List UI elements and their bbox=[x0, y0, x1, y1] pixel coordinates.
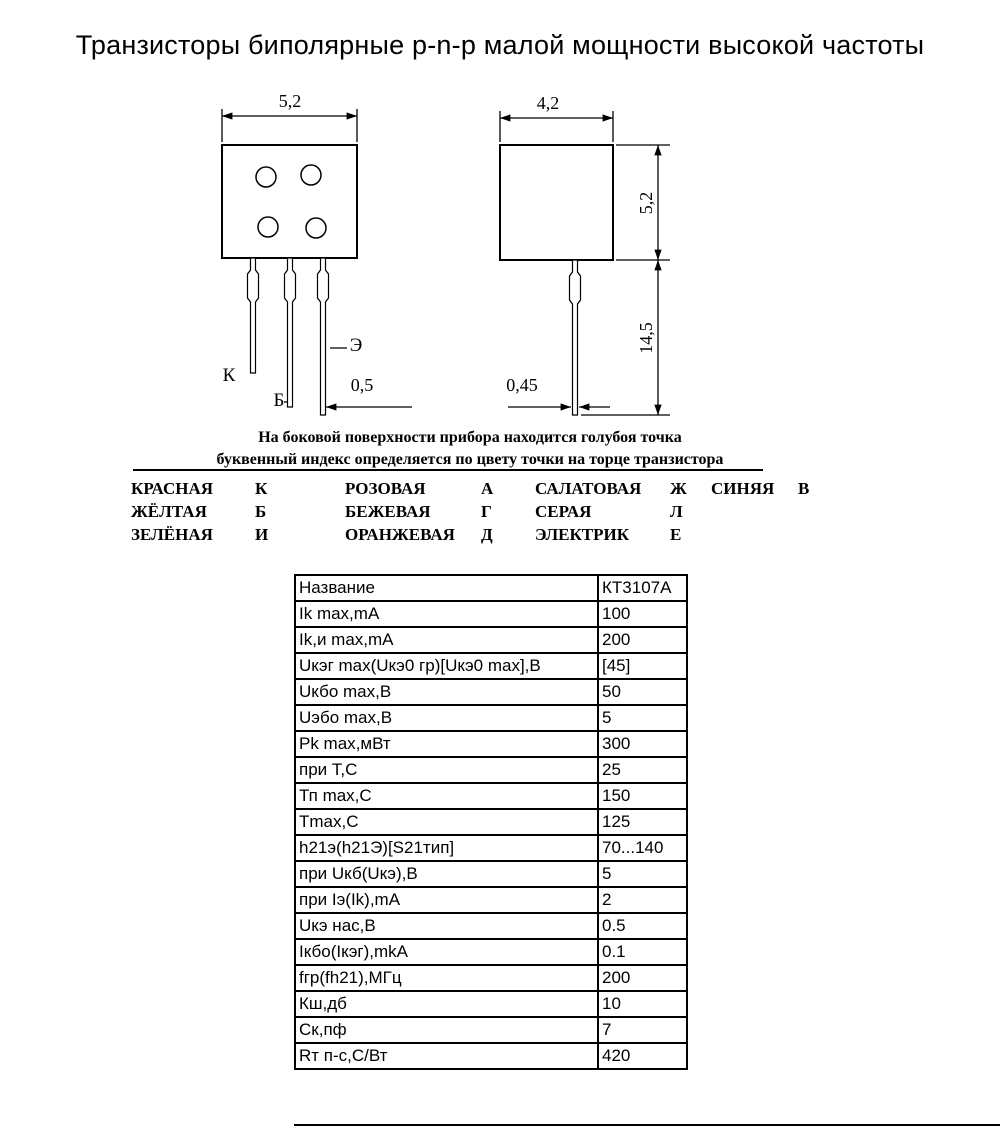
spec-value: 70...140 bbox=[598, 835, 687, 861]
pin-label-base: Б bbox=[273, 390, 285, 411]
side-lead-length-label: 14,5 bbox=[636, 322, 656, 354]
spec-row bbox=[295, 965, 687, 991]
color-name: КРАСНАЯ bbox=[131, 478, 214, 498]
pin-label-collector: К bbox=[222, 365, 236, 386]
spec-value: 7 bbox=[598, 1017, 687, 1043]
spec-value: [45] bbox=[598, 653, 687, 679]
color-index: В bbox=[798, 478, 810, 498]
spec-row bbox=[295, 809, 687, 835]
front-body-outline bbox=[222, 145, 357, 258]
pin-label-emitter: Э bbox=[349, 335, 363, 356]
spec-row bbox=[295, 757, 687, 783]
spec-row bbox=[295, 731, 687, 757]
spec-param: h21э(h21Э)[S21тип] bbox=[295, 835, 598, 861]
spec-param: Pk max,мВт bbox=[295, 731, 598, 757]
spec-row bbox=[295, 653, 687, 679]
spec-row bbox=[295, 861, 687, 887]
spec-value: 25 bbox=[598, 757, 687, 783]
side-lead bbox=[570, 260, 581, 415]
page-title: Транзисторы биполярные p-n-p малой мощности высокой частоты bbox=[75, 30, 925, 60]
front-lead-thickness-label: 0,5 bbox=[350, 375, 374, 395]
body-hole-icon bbox=[256, 167, 276, 187]
color-name: ОРАНЖЕВАЯ bbox=[345, 524, 455, 544]
spec-param: Tmax,С bbox=[295, 809, 598, 835]
spec-row bbox=[295, 1017, 687, 1043]
spec-value: 5 bbox=[598, 705, 687, 731]
spec-row bbox=[295, 939, 687, 965]
spec-param: Uэбо max,В bbox=[295, 705, 598, 731]
spec-value: 200 bbox=[598, 965, 687, 991]
spec-row bbox=[295, 705, 687, 731]
spec-param: Ik,и max,mA bbox=[295, 627, 598, 653]
note-line-1: На боковой поверхности прибора находится голубоя точка bbox=[258, 429, 682, 446]
color-index: Д bbox=[481, 524, 493, 544]
divider-line bbox=[133, 469, 763, 471]
marking-notes bbox=[0, 427, 940, 471]
color-index: Л bbox=[670, 501, 683, 521]
spec-value: 125 bbox=[598, 809, 687, 835]
spec-value: 0.1 bbox=[598, 939, 687, 965]
color-code-row bbox=[131, 500, 848, 523]
body-hole-icon bbox=[301, 165, 321, 185]
note-line-2: буквенный индекс определяется по цвету точки на торце транзистора bbox=[216, 451, 724, 468]
color-index: Ж bbox=[670, 478, 687, 498]
side-view-drawing bbox=[500, 93, 670, 415]
spec-param: Кш,дб bbox=[295, 991, 598, 1017]
color-name: СИНЯЯ bbox=[711, 478, 775, 498]
front-width-dim-label: 5,2 bbox=[278, 91, 302, 111]
front-view-drawing bbox=[222, 91, 412, 415]
side-width-dim-label: 4,2 bbox=[536, 93, 560, 113]
spec-value: 10 bbox=[598, 991, 687, 1017]
color-index: И bbox=[255, 524, 269, 544]
color-code-row bbox=[131, 477, 848, 500]
spec-param: Rт п-с,С/Вт bbox=[295, 1043, 598, 1069]
side-lead-width-label: 0,45 bbox=[506, 375, 538, 395]
body-hole-icon bbox=[306, 218, 326, 238]
spec-param: Ск,пф bbox=[295, 1017, 598, 1043]
spec-row bbox=[295, 601, 687, 627]
color-index: А bbox=[481, 478, 494, 498]
spec-value: 200 bbox=[598, 627, 687, 653]
color-name: БЕЖЕВАЯ bbox=[345, 501, 431, 521]
spec-value: 5 bbox=[598, 861, 687, 887]
spec-param: при Iэ(Ik),mA bbox=[295, 887, 598, 913]
package-drawings bbox=[150, 85, 710, 435]
spec-param: Uкэ нас,В bbox=[295, 913, 598, 939]
emitter-lead bbox=[318, 258, 329, 415]
spec-param: при Uкб(Uкэ),В bbox=[295, 861, 598, 887]
spec-param: при Т,С bbox=[295, 757, 598, 783]
spec-value: 0.5 bbox=[598, 913, 687, 939]
spec-row bbox=[295, 835, 687, 861]
spec-value: 50 bbox=[598, 679, 687, 705]
color-name: РОЗОВАЯ bbox=[345, 478, 426, 498]
spec-row bbox=[295, 913, 687, 939]
color-code-table bbox=[131, 477, 848, 546]
spec-row bbox=[295, 783, 687, 809]
spec-value: 2 bbox=[598, 887, 687, 913]
spec-param: Тп max,С bbox=[295, 783, 598, 809]
spec-value: 300 bbox=[598, 731, 687, 757]
spec-row bbox=[295, 1043, 687, 1069]
color-index: К bbox=[255, 478, 268, 498]
spec-param: Название bbox=[295, 575, 598, 601]
spec-param: Iкбо(Iкэг),mkA bbox=[295, 939, 598, 965]
spec-row bbox=[295, 887, 687, 913]
side-body-height-label: 5,2 bbox=[636, 191, 656, 215]
color-name: САЛАТОВАЯ bbox=[535, 478, 642, 498]
spec-value: 420 bbox=[598, 1043, 687, 1069]
spec-value: КТ3107А bbox=[598, 575, 687, 601]
collector-lead bbox=[248, 258, 259, 373]
color-name: ЖЁЛТАЯ bbox=[131, 501, 207, 521]
spec-row bbox=[295, 575, 687, 601]
body-hole-icon bbox=[258, 217, 278, 237]
color-name: ЭЛЕКТРИК bbox=[535, 524, 630, 544]
spec-row bbox=[295, 679, 687, 705]
color-index: Б bbox=[255, 501, 267, 521]
spec-param: Ik max,mA bbox=[295, 601, 598, 627]
spec-param: Uкбо max,В bbox=[295, 679, 598, 705]
color-index: Г bbox=[481, 501, 492, 521]
side-body-outline bbox=[500, 145, 613, 260]
spec-param: fгр(fh21),МГц bbox=[295, 965, 598, 991]
color-name: СЕРАЯ bbox=[535, 501, 592, 521]
color-name: ЗЕЛЁНАЯ bbox=[131, 524, 213, 544]
spec-value: 100 bbox=[598, 601, 687, 627]
spec-row bbox=[295, 991, 687, 1017]
spec-value: 150 bbox=[598, 783, 687, 809]
spec-table bbox=[294, 574, 688, 1070]
spec-param: Uкэг max(Uкэ0 гр)[Uкэ0 max],В bbox=[295, 653, 598, 679]
spec-row bbox=[295, 627, 687, 653]
color-code-row bbox=[131, 523, 848, 546]
bottom-divider-line bbox=[294, 1124, 1000, 1126]
base-lead bbox=[285, 258, 296, 407]
color-index: Е bbox=[670, 524, 682, 544]
